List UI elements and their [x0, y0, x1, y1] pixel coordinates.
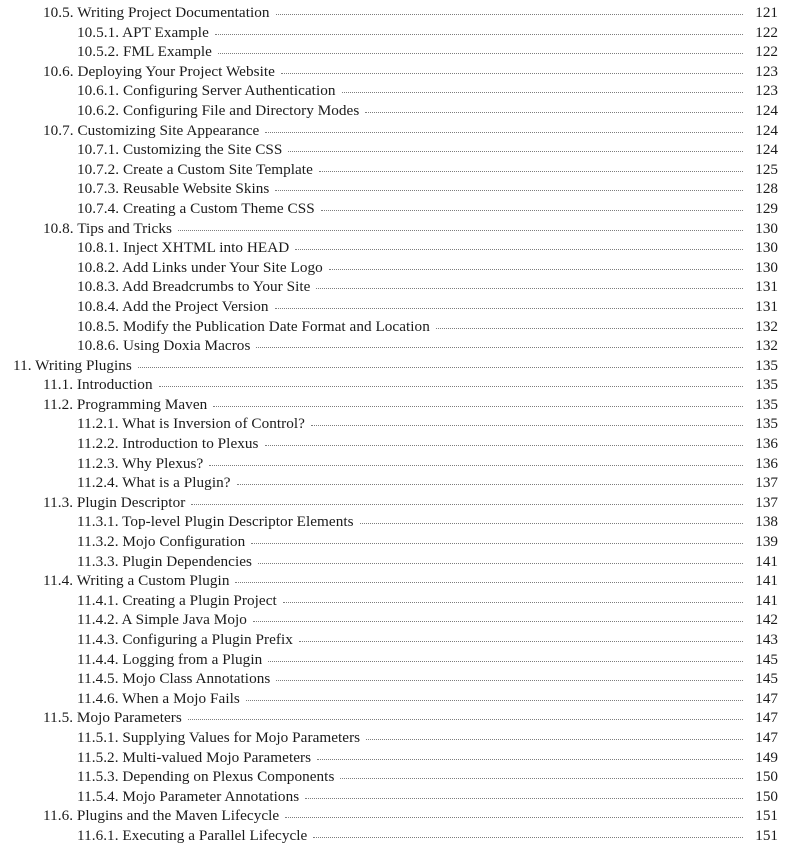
toc-entry-title: 11.3.2. Mojo Configuration	[77, 533, 246, 551]
toc-entry[interactable]	[0, 356, 800, 376]
toc-entry[interactable]	[0, 748, 800, 768]
toc-entry[interactable]	[0, 3, 800, 23]
toc-entry-title: 11.2.3. Why Plexus?	[77, 454, 204, 472]
toc-entry[interactable]	[0, 826, 800, 846]
toc-entry-page-number: 130	[755, 219, 778, 237]
toc-entry[interactable]	[0, 650, 800, 670]
toc-entry[interactable]	[0, 787, 800, 807]
toc-entry-title: 10.8.2. Add Links under Your Site Logo	[77, 258, 323, 276]
toc-entry[interactable]	[0, 512, 800, 532]
toc-entry[interactable]	[0, 630, 800, 650]
toc-entry[interactable]	[0, 336, 800, 356]
toc-dot-leader	[295, 249, 743, 250]
toc-entry[interactable]	[0, 23, 800, 43]
toc-dot-leader	[275, 308, 743, 309]
toc-dot-leader	[436, 328, 743, 329]
toc-entry-title: 11.4.1. Creating a Plugin Project	[77, 591, 277, 609]
toc-entry-page-number: 131	[755, 297, 778, 315]
toc-entry-title: 11.4.4. Logging from a Plugin	[77, 650, 263, 668]
toc-dot-leader	[305, 798, 743, 799]
toc-entry-page-number: 149	[755, 748, 778, 766]
toc-entry-page-number: 129	[755, 199, 778, 217]
toc-entry[interactable]	[0, 806, 800, 826]
toc-entry-title: 10.6. Deploying Your Project Website	[43, 62, 275, 80]
toc-entry-page-number: 137	[755, 474, 778, 492]
toc-entry-title: 11.3.3. Plugin Dependencies	[77, 552, 252, 570]
toc-entry-title: 11.4.6. When a Mojo Fails	[77, 689, 240, 707]
toc-entry-title: 11.4.3. Configuring a Plugin Prefix	[77, 631, 293, 648]
toc-dot-leader	[138, 367, 743, 368]
toc-entry-page-number: 143	[755, 631, 778, 648]
toc-entry-page-number: 123	[755, 82, 778, 100]
toc-entry-page-number: 150	[755, 768, 778, 786]
toc-entry-page-number: 135	[755, 356, 778, 374]
toc-entry-page-number: 147	[755, 728, 778, 746]
toc-entry-title: 11.4.2. A Simple Java Mojo	[77, 611, 247, 629]
toc-dot-leader	[251, 543, 743, 544]
toc-entry[interactable]	[0, 179, 800, 199]
toc-dot-leader	[360, 523, 743, 524]
toc-dot-leader	[159, 386, 743, 387]
toc-entry-title: 11.6.1. Executing a Parallel Lifecycle	[77, 826, 308, 844]
toc-dot-leader	[319, 171, 743, 172]
toc-entry[interactable]	[0, 101, 800, 121]
toc-entry[interactable]	[0, 454, 800, 474]
toc-entry-page-number: 124	[755, 141, 778, 159]
toc-entry[interactable]	[0, 140, 800, 160]
toc-entry-page-number: 141	[755, 552, 778, 570]
toc-entry-page-number: 142	[755, 611, 778, 629]
toc-dot-leader	[288, 151, 743, 152]
toc-entry-title: 10.7. Customizing Site Appearance	[43, 121, 260, 139]
toc-entry[interactable]	[0, 434, 800, 454]
toc-entry-page-number: 122	[755, 23, 778, 41]
toc-entry-title: 11.3. Plugin Descriptor	[43, 493, 186, 511]
toc-entry-title: 10.6.2. Configuring File and Directory Modes	[77, 101, 360, 119]
toc-dot-leader	[321, 210, 743, 211]
toc-entry-title: 10.5. Writing Project Documentation	[43, 4, 270, 21]
toc-dot-leader	[268, 661, 743, 662]
toc-entry-page-number: 139	[755, 533, 778, 551]
toc-entry[interactable]	[0, 493, 800, 513]
toc-dot-leader	[342, 92, 743, 93]
toc-entry-page-number: 135	[755, 376, 778, 394]
toc-entry-title: 11.4. Writing a Custom Plugin	[43, 572, 230, 590]
toc-entry-title: 11.3.1. Top-level Plugin Descriptor Elements	[77, 513, 354, 531]
toc-entry-page-number: 124	[755, 121, 778, 139]
toc-entry-title: 11.5.1. Supplying Values for Mojo Parameters	[77, 728, 361, 746]
toc-entry-page-number: 150	[755, 787, 778, 805]
toc-dot-leader	[237, 484, 743, 485]
toc-entry[interactable]	[0, 121, 800, 141]
toc-entry[interactable]	[0, 317, 800, 337]
toc-entry[interactable]	[0, 258, 800, 278]
toc-entry-page-number: 145	[755, 670, 778, 688]
toc-entry-title: 10.7.4. Creating a Custom Theme CSS	[77, 199, 315, 217]
toc-entry-title: 10.6.1. Configuring Server Authentication	[77, 82, 336, 100]
toc-dot-leader	[285, 817, 743, 818]
toc-dot-leader	[299, 641, 743, 642]
toc-entry-title: 11.5. Mojo Parameters	[43, 709, 182, 727]
toc-entry-page-number: 130	[755, 258, 778, 276]
toc-dot-leader	[329, 269, 743, 270]
toc-entry[interactable]	[0, 297, 800, 317]
toc-entry-page-number: 145	[755, 650, 778, 668]
toc-entry[interactable]	[0, 414, 800, 434]
toc-entry-title: 10.8.3. Add Breadcrumbs to Your Site	[77, 278, 311, 296]
toc-entry-title: 11.2.4. What is a Plugin?	[77, 474, 231, 492]
toc-entry-page-number: 125	[755, 160, 778, 178]
toc-entry[interactable]	[0, 81, 800, 101]
toc-entry-title: 10.8.5. Modify the Publication Date Format and Location	[77, 317, 430, 335]
toc-entry-page-number: 136	[755, 454, 778, 472]
toc-dot-leader	[276, 14, 743, 15]
toc-dot-leader	[276, 680, 743, 681]
toc-entry-page-number: 135	[755, 395, 778, 413]
toc-dot-leader	[275, 190, 743, 191]
toc-entry-title: 10.7.1. Customizing the Site CSS	[77, 141, 283, 159]
toc-dot-leader	[366, 739, 743, 740]
toc-entry-page-number: 128	[755, 180, 778, 198]
toc-entry-page-number: 132	[755, 337, 778, 355]
toc-dot-leader	[316, 288, 743, 289]
toc-entry-page-number: 137	[755, 493, 778, 511]
toc-entry-page-number: 124	[755, 101, 778, 119]
toc-entry-title: 11.2. Programming Maven	[43, 395, 208, 413]
toc-entry-page-number: 151	[755, 807, 778, 825]
toc-entry-page-number: 121	[755, 4, 778, 21]
toc-entry-page-number: 132	[755, 317, 778, 335]
toc-dot-leader	[265, 445, 744, 446]
toc-entry-title: 11.2.2. Introduction to Plexus	[77, 435, 259, 453]
toc-entry-title: 10.8. Tips and Tricks	[43, 219, 172, 237]
toc-dot-leader	[235, 582, 743, 583]
toc-entry[interactable]	[0, 571, 800, 591]
toc-entry-title: 11.6. Plugins and the Maven Lifecycle	[43, 807, 280, 825]
toc-entry[interactable]	[0, 160, 800, 180]
toc-entry-title: 10.8.1. Inject XHTML into HEAD	[77, 239, 290, 257]
toc-entry[interactable]	[0, 532, 800, 552]
toc-entry[interactable]	[0, 219, 800, 239]
toc-entry[interactable]	[0, 277, 800, 297]
toc-entry[interactable]	[0, 42, 800, 62]
toc-entry-title: 10.8.6. Using Doxia Macros	[77, 337, 251, 355]
toc-entry-title: 11.2.1. What is Inversion of Control?	[77, 415, 305, 433]
toc-entry[interactable]	[0, 708, 800, 728]
toc-dot-leader	[311, 425, 743, 426]
toc-entry-title: 11.5.4. Mojo Parameter Annotations	[77, 787, 300, 805]
toc-dot-leader	[246, 700, 743, 701]
toc-entry[interactable]	[0, 591, 800, 611]
toc-entry-page-number: 122	[755, 43, 778, 61]
toc-entry-page-number: 147	[755, 689, 778, 707]
toc-dot-leader	[265, 132, 743, 133]
toc-entry[interactable]	[0, 610, 800, 630]
toc-entry[interactable]	[0, 375, 800, 395]
toc-entry-title: 10.5.1. APT Example	[77, 23, 209, 41]
toc-entry-page-number: 131	[755, 278, 778, 296]
toc-entry-title: 10.7.3. Reusable Website Skins	[77, 180, 270, 198]
toc-dot-leader	[209, 465, 743, 466]
toc-entry-title: 11.5.3. Depending on Plexus Components	[77, 768, 335, 786]
toc-dot-leader	[281, 73, 743, 74]
toc-entry-page-number: 123	[755, 62, 778, 80]
toc-entry[interactable]	[0, 199, 800, 219]
toc-entry-title: 11. Writing Plugins	[13, 356, 132, 374]
toc-dot-leader	[191, 504, 743, 505]
toc-dot-leader	[213, 406, 743, 407]
toc-entry-page-number: 136	[755, 435, 778, 453]
toc-entry-title: 11.5.2. Multi-valued Mojo Parameters	[77, 748, 312, 766]
toc-entry-title: 11.4.5. Mojo Class Annotations	[77, 670, 271, 688]
toc-dot-leader	[313, 837, 743, 838]
toc-entry-page-number: 130	[755, 239, 778, 257]
toc-dot-leader	[188, 719, 743, 720]
toc-dot-leader	[218, 53, 743, 54]
toc-entry[interactable]	[0, 669, 800, 689]
toc-entry[interactable]	[0, 238, 800, 258]
toc-entry-page-number: 135	[755, 415, 778, 433]
toc-dot-leader	[283, 602, 743, 603]
toc-dot-leader	[215, 34, 743, 35]
toc-entry-title: 10.7.2. Create a Custom Site Template	[77, 160, 313, 178]
toc-entry[interactable]	[0, 728, 800, 748]
toc-dot-leader	[258, 563, 743, 564]
toc-dot-leader	[253, 621, 743, 622]
toc-entry-page-number: 147	[755, 709, 778, 727]
toc-entry[interactable]	[0, 473, 800, 493]
toc-dot-leader	[340, 778, 743, 779]
toc-entry-title: 10.5.2. FML Example	[77, 43, 212, 61]
toc-entry-page-number: 141	[755, 591, 778, 609]
toc-dot-leader	[317, 759, 743, 760]
toc-entry-page-number: 151	[755, 826, 778, 844]
toc-entry[interactable]	[0, 395, 800, 415]
toc-entry-title: 10.8.4. Add the Project Version	[77, 297, 269, 315]
toc-entry[interactable]	[0, 552, 800, 572]
toc-entry[interactable]	[0, 62, 800, 82]
toc-entry-page-number: 138	[755, 513, 778, 531]
toc-entry-page-number: 141	[755, 572, 778, 590]
toc-entry[interactable]	[0, 767, 800, 787]
toc-dot-leader	[365, 112, 743, 113]
toc-entry-title: 11.1. Introduction	[43, 376, 153, 394]
toc-dot-leader	[256, 347, 743, 348]
toc-entry[interactable]	[0, 689, 800, 709]
toc-dot-leader	[178, 230, 743, 231]
